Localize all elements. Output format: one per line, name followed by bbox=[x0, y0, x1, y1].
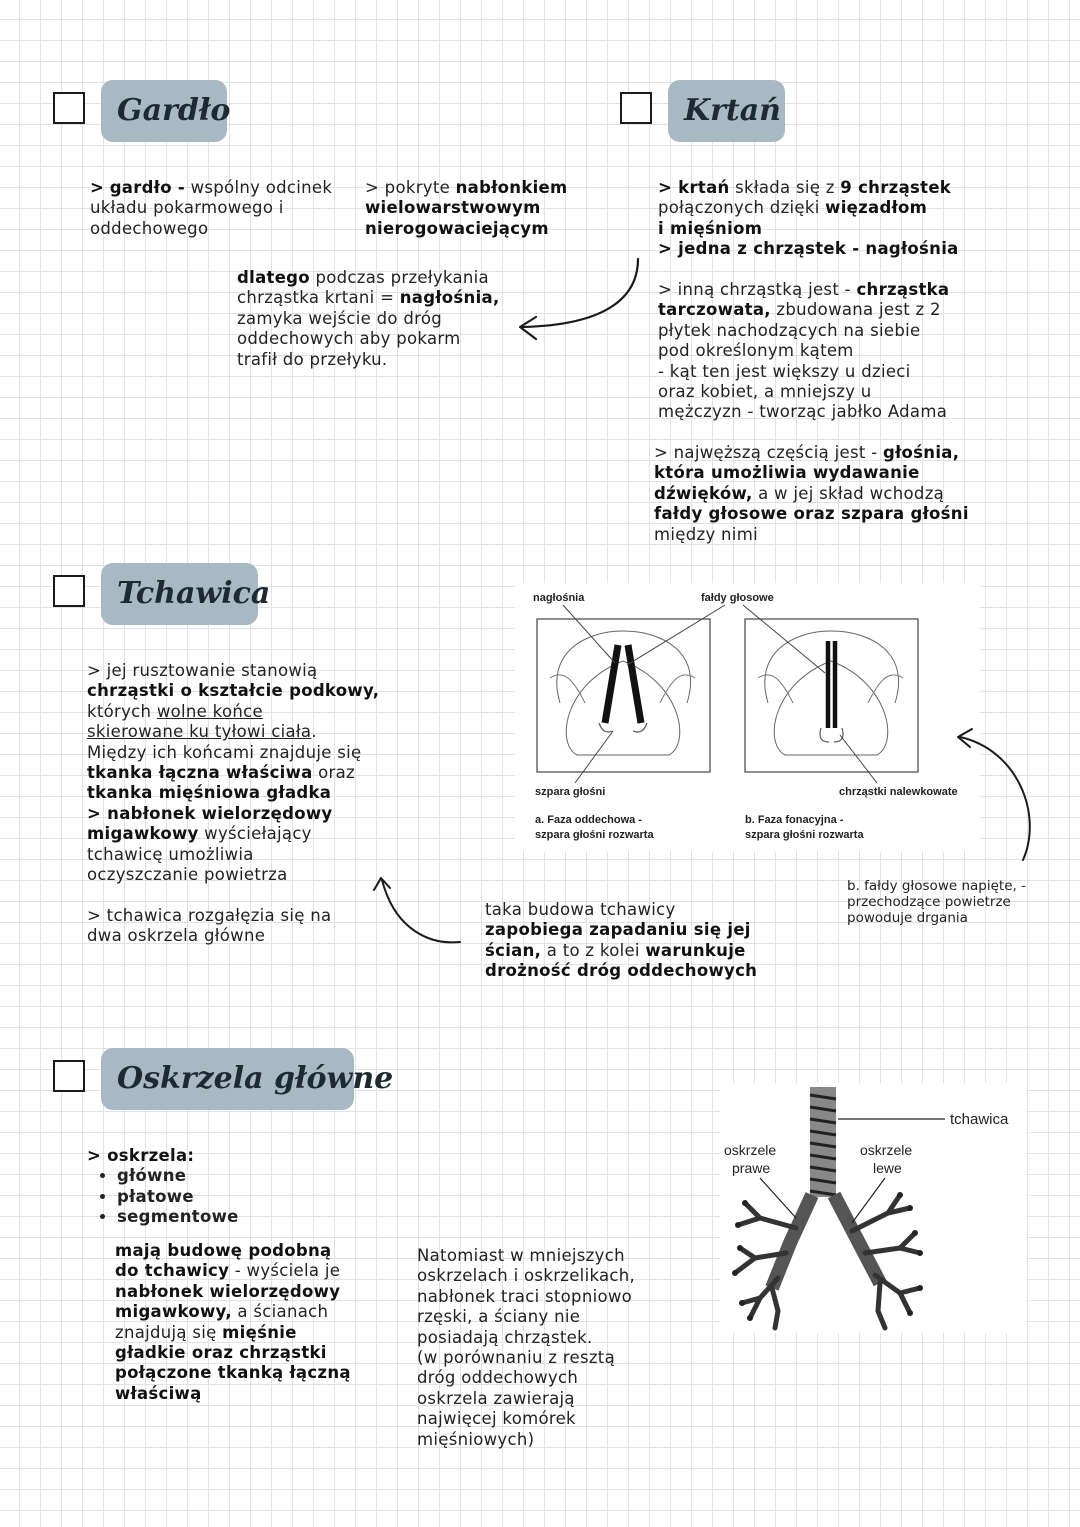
text: najwięcej komórek bbox=[417, 1409, 576, 1429]
side-note bbox=[847, 878, 1026, 926]
tchawica-p2 bbox=[87, 906, 331, 947]
arrow-side-note-to-figure bbox=[948, 725, 1043, 865]
gardlo-note bbox=[237, 268, 500, 370]
caption-a2: szpara głośni rozwarta bbox=[535, 829, 654, 841]
label-oskrzele-lewe-1: oskrzele bbox=[860, 1142, 913, 1158]
label-oskrzele-lewe-2: lewe bbox=[873, 1160, 902, 1176]
gardlo-col1 bbox=[90, 178, 332, 239]
section-title-tchawica: Tchawica bbox=[101, 563, 258, 625]
text: nagłośnia, bbox=[399, 288, 500, 308]
list-item: • płatowe bbox=[117, 1187, 239, 1207]
text: Natomiast w mniejszych bbox=[417, 1246, 625, 1265]
text: chrząstki o kształcie podkowy, bbox=[87, 681, 380, 701]
text: a w jej skład wchodzą bbox=[752, 483, 945, 503]
label-faldy: fałdy głosowe bbox=[701, 592, 774, 604]
text: oraz kobiet, a mniejszy u bbox=[658, 382, 872, 402]
text: między nimi bbox=[654, 524, 758, 544]
text: > bbox=[90, 178, 105, 197]
text: posiadają chrząstek. bbox=[417, 1327, 593, 1347]
text: połączonych dzięki bbox=[658, 198, 826, 218]
text: Między ich końcami znajduje się bbox=[87, 742, 362, 762]
text: > inną chrząstką jest - bbox=[658, 280, 857, 299]
list-item: • główne bbox=[117, 1166, 239, 1186]
text: połączone tkanką łączną bbox=[115, 1363, 351, 1383]
text: tarczowata, bbox=[658, 300, 771, 320]
text: > jedna z chrząstek - nagłośnia bbox=[658, 239, 959, 259]
checkbox-krtan[interactable] bbox=[620, 92, 652, 124]
text: nierogowaciejącym bbox=[365, 218, 549, 238]
tchawica-p1 bbox=[87, 661, 379, 885]
text: nabłonek wielorzędowy bbox=[115, 1281, 341, 1301]
caption-b2: szpara głośni rozwarta bbox=[745, 829, 864, 841]
text: pokryte bbox=[379, 178, 456, 197]
text: ścian, bbox=[485, 940, 542, 960]
text: fałdy głosowe oraz szpara głośni bbox=[654, 504, 969, 524]
text: > tchawica rozgałęzia się na bbox=[87, 906, 332, 925]
text: trafił do przełyku. bbox=[237, 349, 388, 369]
label-oskrzele-prawe-1: oskrzele bbox=[724, 1142, 777, 1158]
tchawica-note bbox=[485, 900, 757, 982]
text: zapobiega zapadaniu się jej bbox=[485, 920, 751, 940]
section-title-oskrzela: Oskrzela główne bbox=[101, 1048, 354, 1110]
text: mięśniowych) bbox=[417, 1429, 535, 1449]
text: pod określonym kątem bbox=[658, 341, 854, 361]
checkbox-oskrzela[interactable] bbox=[53, 1060, 85, 1092]
text: taka budowa tchawicy bbox=[485, 900, 676, 919]
text: b. fałdy głosowe napięte, - bbox=[847, 878, 1026, 894]
text: migawkowy bbox=[87, 824, 199, 844]
text: skierowane ku tyłowi ciała bbox=[87, 722, 312, 742]
text: > jej rusztowanie stanowią bbox=[87, 661, 318, 680]
oskrzela-p2 bbox=[115, 1241, 351, 1404]
text: zamyka wejście do dróg bbox=[237, 308, 442, 328]
text: oskrzelach i oskrzelikach, bbox=[417, 1266, 636, 1286]
text: chrząstka krtani = bbox=[237, 288, 400, 308]
text: mężczyzn - tworząc jabłko Adama bbox=[658, 402, 948, 422]
text: > oskrzela: bbox=[87, 1146, 195, 1165]
checkbox-gardlo[interactable] bbox=[53, 92, 85, 124]
text: rzęski, a ściany nie bbox=[417, 1307, 581, 1327]
text: dźwięków, bbox=[654, 483, 753, 503]
text: > najwęższą częścią jest - bbox=[654, 443, 883, 462]
section-title-gardlo: Gardło bbox=[101, 80, 227, 142]
text: > krtań bbox=[658, 178, 730, 197]
larynx-figure bbox=[515, 583, 980, 851]
oskrzela-p3 bbox=[417, 1246, 635, 1450]
text: tkanka mięśniowa gładka bbox=[87, 783, 332, 803]
text: 9 chrząstek bbox=[840, 178, 952, 197]
text: wielowarstwowym bbox=[365, 198, 541, 218]
checkbox-tchawica[interactable] bbox=[53, 575, 85, 607]
text: oraz bbox=[312, 763, 356, 783]
text: układu pokarmowego i bbox=[90, 198, 284, 218]
arrow-note-to-tchawica bbox=[370, 870, 470, 950]
text: > nabłonek wielorzędowy bbox=[87, 803, 333, 823]
text: tkanka łączna właściwa bbox=[87, 763, 313, 783]
text: - kąt ten jest większy u dzieci bbox=[658, 361, 911, 381]
text: powoduje drgania bbox=[847, 910, 968, 926]
bronchi-figure bbox=[720, 1083, 1026, 1333]
text: (w porównaniu z resztą bbox=[417, 1348, 615, 1368]
text: oczyszczanie powietrza bbox=[87, 865, 288, 885]
text: do tchawicy bbox=[115, 1261, 230, 1281]
text: płytek nachodzących na siebie bbox=[658, 320, 921, 340]
krtan-p3 bbox=[654, 443, 969, 545]
krtan-p2 bbox=[658, 280, 949, 423]
text: oskrzela zawierają bbox=[417, 1388, 575, 1408]
text: nabłonek traci stopniowo bbox=[417, 1286, 633, 1306]
text: warunkuje bbox=[645, 940, 746, 960]
arrow-krtan-to-gardlo bbox=[510, 255, 650, 350]
text: mają budowę podobną bbox=[115, 1241, 332, 1260]
text: właściwą bbox=[115, 1383, 202, 1403]
label-naglosnia: nagłośnia bbox=[533, 592, 585, 604]
text: dlatego bbox=[237, 268, 310, 287]
bronchi-type-list bbox=[87, 1166, 239, 1227]
text: których bbox=[87, 701, 157, 721]
text: głośnia, bbox=[882, 443, 960, 462]
list-item: • segmentowe bbox=[117, 1207, 239, 1227]
text: drożność dróg oddechowych bbox=[485, 961, 758, 981]
text: oddechowego bbox=[90, 218, 209, 238]
text: mięśnie bbox=[222, 1322, 297, 1342]
label-oskrzele-prawe-2: prawe bbox=[732, 1160, 771, 1176]
text: wspólny odcinek bbox=[185, 178, 333, 197]
text: która umożliwia wydawanie bbox=[654, 463, 920, 483]
text: oddechowych aby pokarm bbox=[237, 329, 461, 349]
krtan-p1 bbox=[658, 178, 959, 260]
label-tchawica: tchawica bbox=[950, 1111, 1009, 1128]
label-chrzastki: chrząstki nalewkowate bbox=[839, 786, 958, 798]
text: > bbox=[365, 178, 380, 197]
label-szpara: szpara głośni bbox=[535, 786, 606, 798]
caption-a1: a. Faza oddechowa - bbox=[535, 814, 642, 826]
text: dwa oskrzela główne bbox=[87, 926, 266, 946]
text: i mięśniom bbox=[658, 218, 763, 238]
text: a to z kolei bbox=[541, 940, 646, 960]
text: podczas przełykania bbox=[309, 268, 489, 287]
section-title-krtan: Krtań bbox=[668, 80, 785, 142]
text: migawkowy, bbox=[115, 1302, 232, 1322]
text: zbudowana jest z 2 bbox=[770, 300, 941, 320]
text: nabłonkiem bbox=[455, 178, 568, 197]
text: wolne końce bbox=[156, 701, 263, 721]
text: tchawicę umożliwia bbox=[87, 844, 254, 864]
text: - wyściela je bbox=[229, 1261, 341, 1281]
text: składa się z bbox=[729, 178, 841, 197]
text: dróg oddechowych bbox=[417, 1368, 579, 1388]
text: przechodzące powietrze bbox=[847, 894, 1011, 910]
text: znajdują się bbox=[115, 1322, 223, 1342]
oskrzela-list bbox=[87, 1146, 239, 1228]
text: a ścianach bbox=[231, 1302, 329, 1322]
text: więzadłom bbox=[825, 198, 928, 218]
text: wyściełający bbox=[198, 824, 312, 844]
text: gardło - bbox=[109, 178, 186, 197]
gardlo-col2 bbox=[365, 178, 568, 239]
caption-b1: b. Faza fonacyjna - bbox=[745, 814, 844, 826]
text: gładkie oraz chrząstki bbox=[115, 1343, 327, 1363]
text: chrząstka bbox=[856, 280, 950, 299]
text: . bbox=[311, 722, 317, 742]
